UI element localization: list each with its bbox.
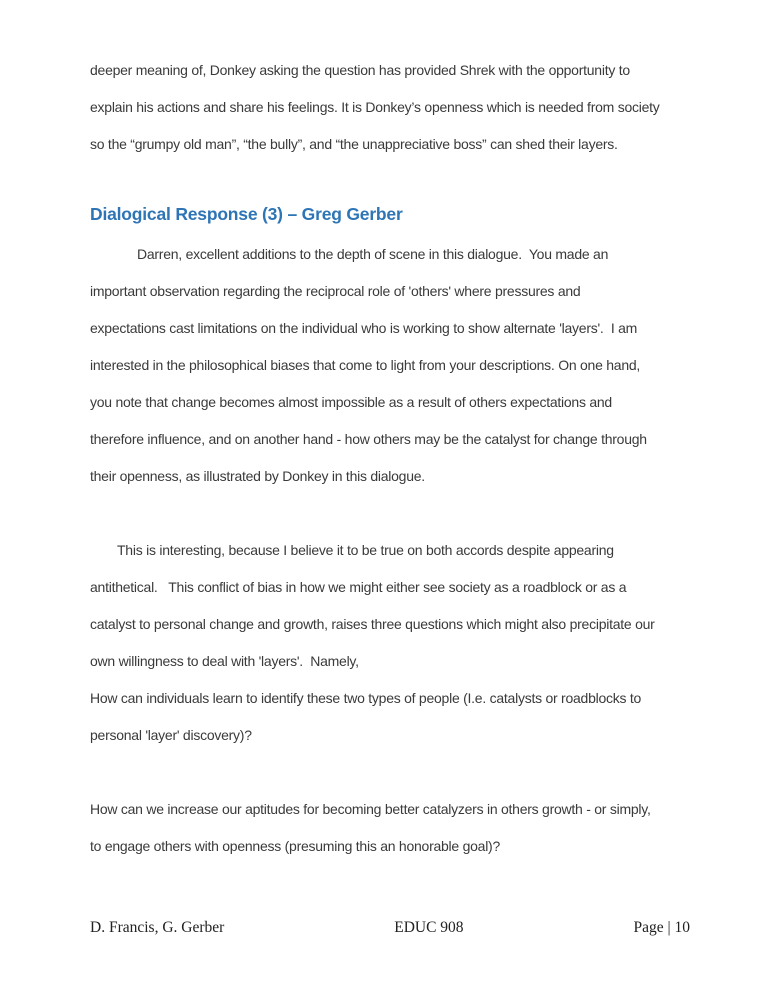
paragraph-response: Darren, excellent additions to the depth of scene in this dialogue. You made an important observation regarding the reciprocal role of 'others' where pressures and expectations cast limitations on the individual who is working to show alternate 'layers'. I am interested in the philosophical biases that come to light from your descriptions. On one hand, you note that change becomes almost impossible as a result of others expectations and therefore influence, and on another hand - how others may be the catalyst for change through their openness, as illustrated by Donkey in this dialogue.	[90, 246, 647, 484]
page-footer	[90, 918, 690, 938]
footer-page-number: Page | 10	[633, 919, 690, 936]
footer-authors: D. Francis, G. Gerber	[90, 919, 225, 936]
question-two: How can we increase our aptitudes for becoming better catalyzers in others growth - or simply, to engage others with openness (presuming this an honorable goal)?	[90, 801, 651, 854]
section-heading: Dialogical Response (3) – Greg Gerber	[90, 204, 403, 224]
question-one: How can individuals learn to identify these two types of people (I.e. catalysts or roadblocks to personal 'layer' discovery)?	[90, 690, 642, 743]
footer-course: EDUC 908	[394, 919, 464, 936]
paragraph-continuation: deeper meaning of, Donkey asking the question has provided Shrek with the opportunity to explain his actions and share his feelings. It is Donkey’s openness which is needed from society so the “grumpy old man”, “the bully”, and “the unappreciative boss” can shed their layers.	[90, 62, 660, 152]
paragraph-reflection: This is interesting, because I believe it to be true on both accords despite appearing antithetical. This conflict of bias in how we might either see society as a roadblock or as a catalyst to personal change and growth, raises three questions which might also precipitate our own willingness to deal with 'layers'. Namely,	[90, 542, 655, 669]
